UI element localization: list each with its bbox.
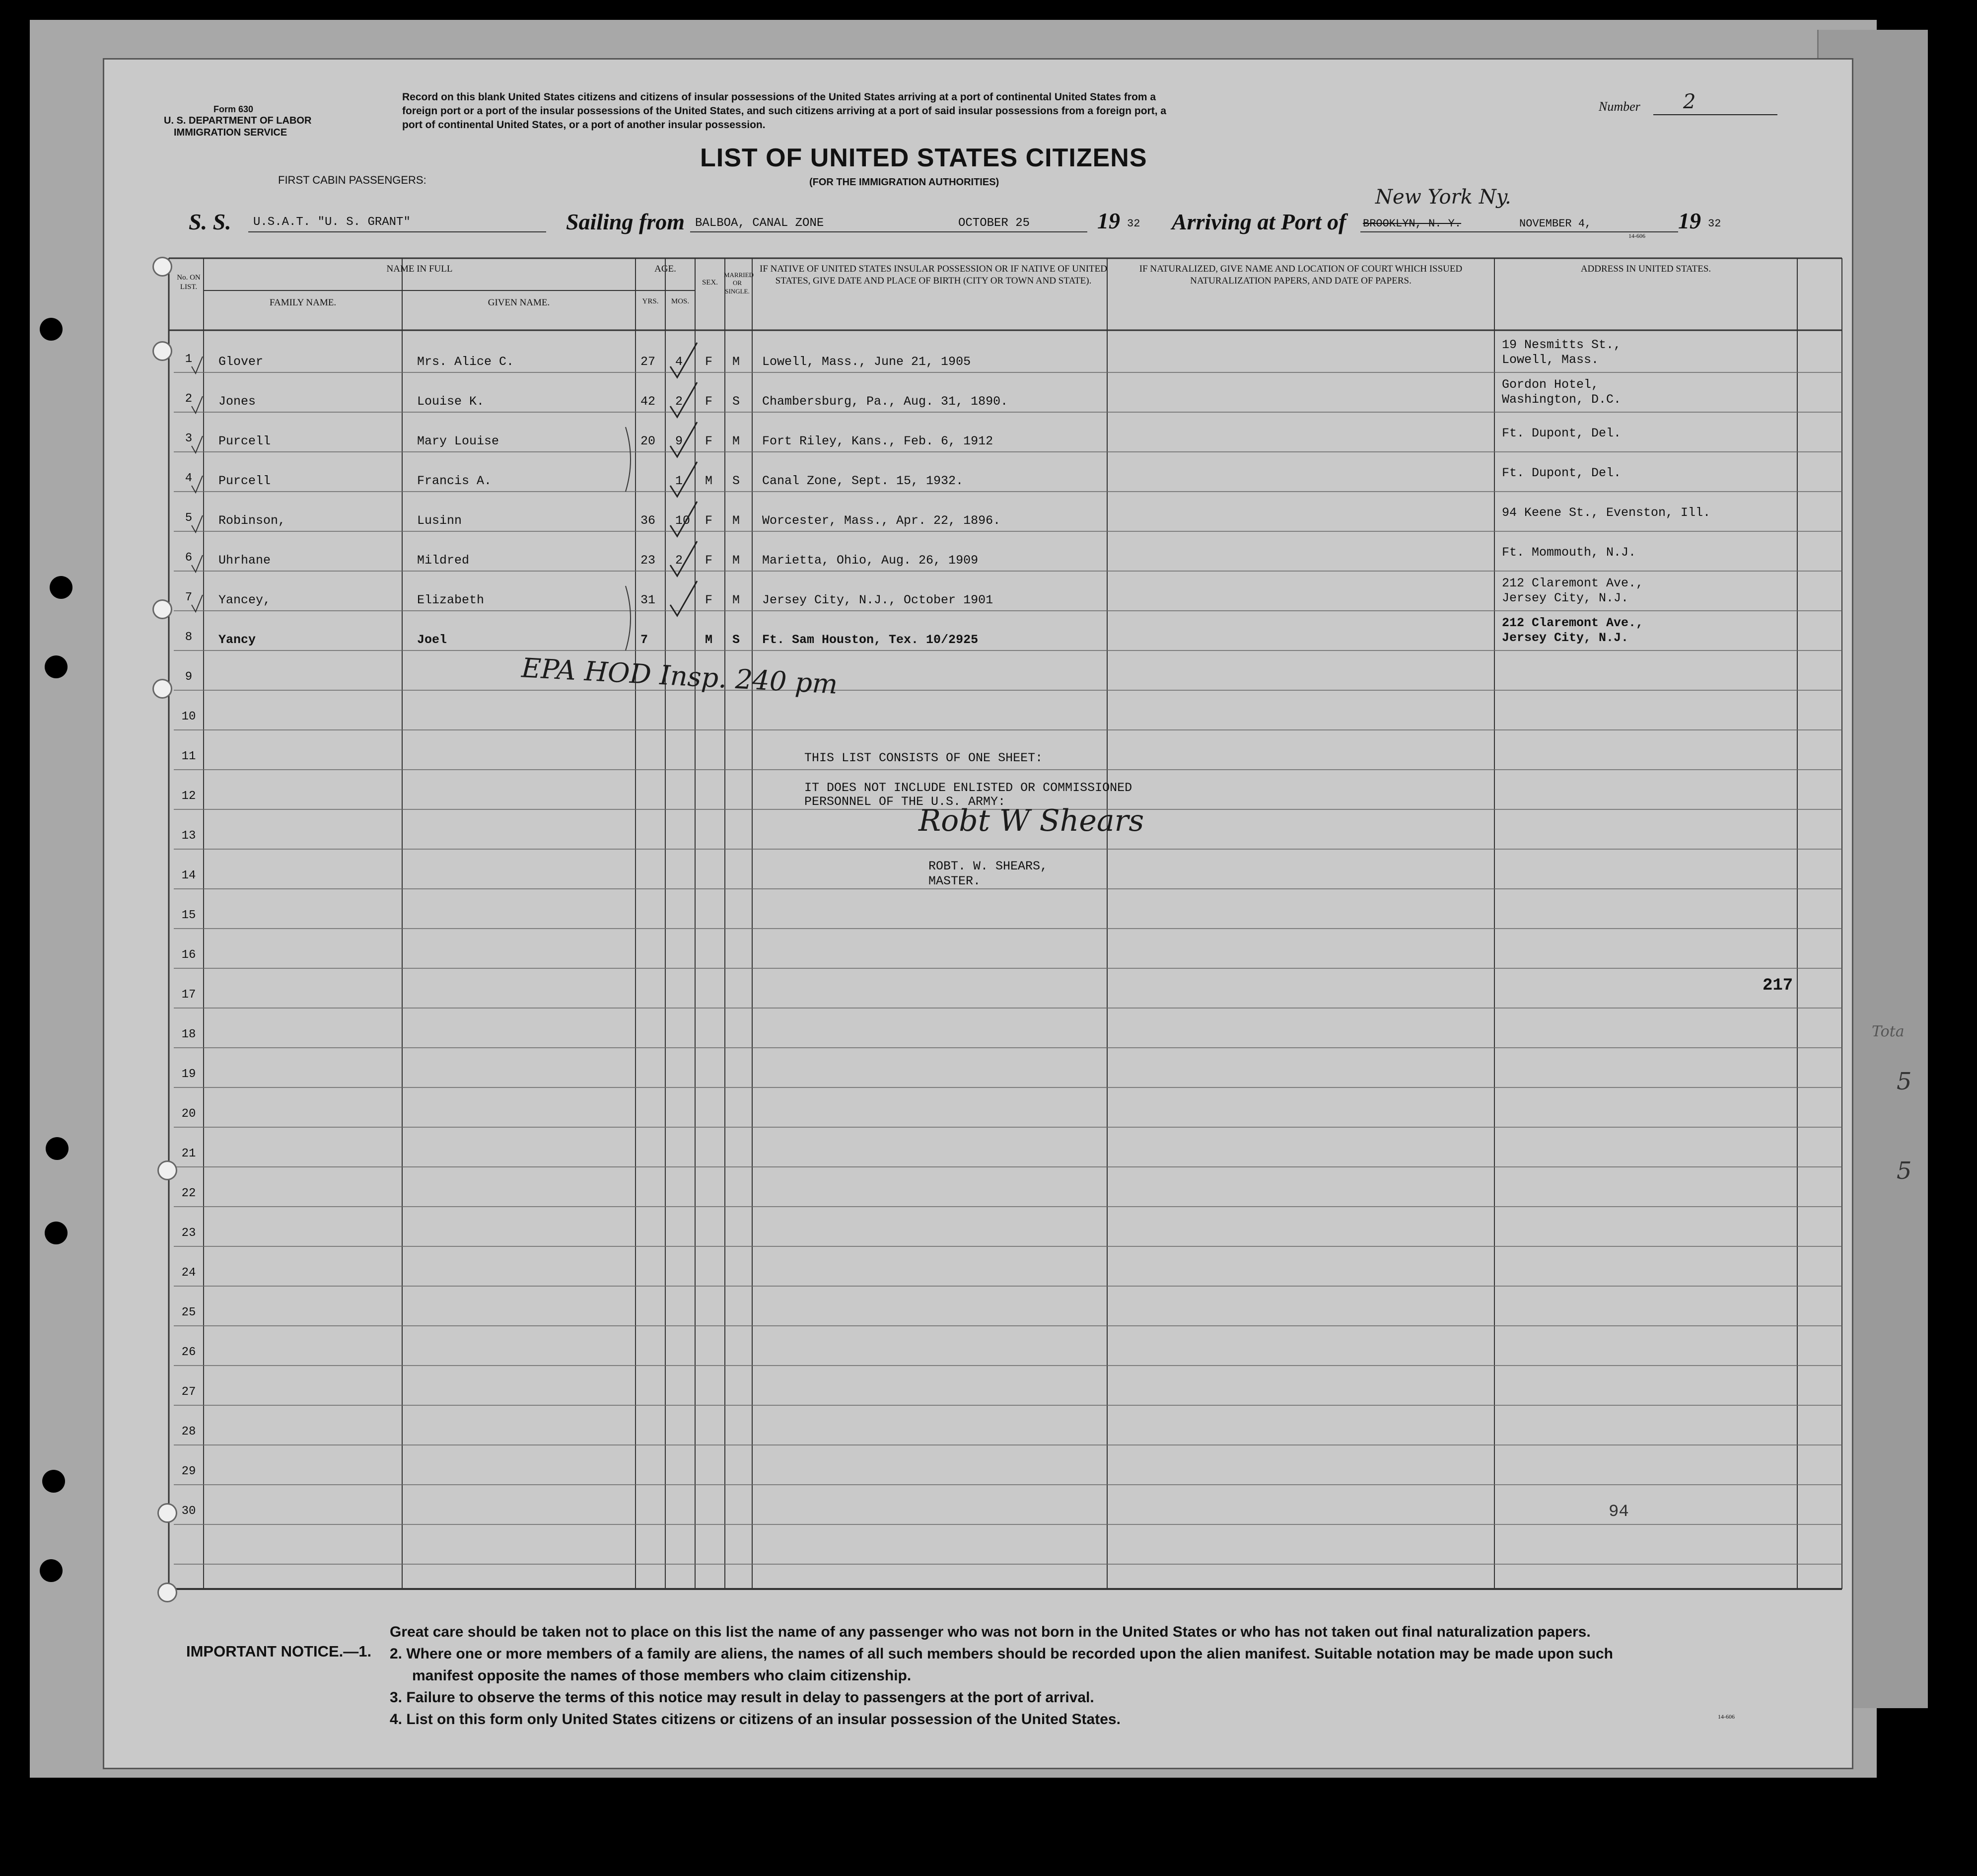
- row-number: 4: [185, 472, 193, 485]
- notice-line-1: Great care should be taken not to place on this list the name of any passenger who was not born in the United States or who has not taken out final naturalization papers.: [390, 1624, 1591, 1640]
- marital-status-cell: M: [732, 513, 740, 528]
- row-number: 14: [181, 869, 196, 882]
- marital-status-cell: M: [732, 434, 740, 448]
- age-years-cell: 27: [640, 355, 656, 369]
- row-number: 27: [181, 1385, 196, 1399]
- row-number: 24: [181, 1266, 196, 1280]
- sex-cell: M: [705, 633, 713, 647]
- row-number: 5: [185, 511, 193, 525]
- row-number: 7: [185, 591, 193, 604]
- sex-cell: F: [705, 513, 713, 528]
- family-brace: [626, 427, 631, 492]
- address-line-2: Washington, D.C.: [1502, 392, 1622, 407]
- row-check-mark: [192, 476, 203, 493]
- binder-hole: [159, 1584, 176, 1601]
- age-years-cell: 23: [640, 553, 656, 568]
- row-number: 26: [181, 1346, 196, 1359]
- marital-status-cell: S: [732, 474, 740, 488]
- address-line-1: 19 Nesmitts St.,: [1502, 338, 1622, 352]
- binder-hole: [40, 1559, 63, 1582]
- sex-cell: F: [705, 394, 713, 409]
- address-line-1: 212 Claremont Ave.,: [1502, 616, 1644, 630]
- address-line-1: Gordon Hotel,: [1502, 377, 1599, 392]
- sex-cell: M: [705, 474, 713, 488]
- family-name-cell: Uhrhane: [218, 553, 271, 568]
- age-years-cell: 7: [640, 633, 648, 647]
- row-check-mark: [192, 515, 203, 532]
- ship-name: U.S.A.T. "U. S. GRANT": [253, 216, 411, 229]
- instructions-line-1: Record on this blank United States citizens and citizens of insular possessions of the United States arriving at a port of continental United States from a: [402, 91, 1156, 103]
- given-name-cell: Mary Louise: [417, 434, 499, 448]
- header-birth: IF NATIVE OF UNITED STATES INSULAR POSSESSION OR IF NATIVE OF UNITED STATES, GIVE DATE AND PLACE OF BIRTH (CITY OR TOWN AND STATE).: [760, 264, 1107, 286]
- header-family-name: FAMILY NAME.: [269, 297, 337, 308]
- birth-place-date-cell: Worcester, Mass., Apr. 22, 1896.: [762, 513, 1001, 528]
- cabin-class: FIRST CABIN PASSENGERS:: [278, 174, 426, 186]
- age-months-cell: 2: [675, 394, 683, 409]
- sex-cell: F: [705, 355, 713, 369]
- address-line-1: 94 Keene St., Evenston, Ill.: [1502, 505, 1711, 520]
- family-name-cell: Yancey,: [218, 593, 271, 607]
- row-number: 9: [185, 670, 193, 684]
- family-name-cell: Purcell: [218, 474, 271, 488]
- row-check-mark: [192, 595, 203, 612]
- binder-hole: [45, 655, 68, 678]
- printer-code: 14-606: [1628, 232, 1645, 239]
- family-name-cell: Purcell: [218, 434, 271, 448]
- row-check-mark: [192, 436, 203, 453]
- row-number: 30: [181, 1505, 196, 1518]
- header-naturalized: IF NATURALIZED, GIVE NAME AND LOCATION OF COURT WHICH ISSUED NATURALIZATION PAPERS, AND DATE OF PAPERS.: [1139, 264, 1463, 286]
- sailing-year-prefix: 19: [1097, 208, 1120, 233]
- master-name: ROBT. W. SHEARS,: [928, 859, 1048, 873]
- age-years-cell: 36: [640, 513, 656, 528]
- age-months-cell: 10: [675, 513, 691, 528]
- header-address: ADDRESS IN UNITED STATES.: [1580, 264, 1711, 274]
- header-mos: MOS.: [671, 297, 690, 305]
- manifest-sheet: [104, 60, 1852, 1768]
- sex-cell: F: [705, 553, 713, 568]
- row-check-mark: [192, 357, 203, 373]
- row-number: 13: [181, 829, 196, 843]
- instructions-line-2: foreign port or a port of the insular possessions of the United States, and such citizens arriving at a port of said insular possessions from a foreign port, a: [402, 105, 1167, 117]
- birth-place-date-cell: Chambersburg, Pa., Aug. 31, 1890.: [762, 394, 1008, 409]
- master-title: MASTER.: [928, 874, 981, 888]
- notice-line-2: 2. Where one or more members of a family are aliens, the names of all such members should be recorded upon the alien manifest. Suitable notation may be made upon such: [390, 1646, 1613, 1662]
- row-number: 28: [181, 1425, 196, 1439]
- family-name-cell: Jones: [218, 394, 256, 409]
- age-months-cell: 1: [675, 474, 683, 488]
- birth-place-date-cell: Jersey City, N.J., October 1901: [762, 593, 993, 607]
- row-number: 15: [181, 909, 196, 922]
- notice-line-3: manifest opposite the names of those members who claim citizenship.: [412, 1667, 912, 1684]
- ss-label: S. S.: [189, 209, 231, 234]
- row-number: 29: [181, 1465, 196, 1478]
- binder-hole: [46, 1137, 69, 1160]
- margin-tota: Tota: [1872, 1023, 1905, 1040]
- given-name-cell: Mrs. Alice C.: [417, 355, 514, 369]
- arriving-label: Arriving at Port of: [1172, 209, 1346, 234]
- header-age: AGE.: [654, 264, 676, 274]
- row-number: 25: [181, 1306, 196, 1319]
- row-number: 11: [181, 750, 196, 763]
- row-number: 12: [181, 790, 196, 803]
- form-number: Form 630: [213, 104, 254, 114]
- statement-line-2: IT DOES NOT INCLUDE ENLISTED OR COMMISSIONED: [804, 781, 1132, 795]
- binder-hole: [159, 1505, 176, 1521]
- row-number: 18: [181, 1028, 196, 1041]
- instructions-line-3: port of continental United States, or a port of another insular possession.: [402, 119, 766, 131]
- address-line-1: Ft. Dupont, Del.: [1502, 466, 1622, 480]
- marital-status-cell: S: [732, 633, 740, 647]
- family-name-cell: Robinson,: [218, 513, 286, 528]
- sailing-label: Sailing from: [566, 209, 685, 234]
- family-name-cell: Glover: [218, 355, 264, 369]
- row-check-mark: [192, 555, 203, 572]
- notice-line-4: 3. Failure to observe the terms of this notice may result in delay to passengers at the port of arrival.: [390, 1689, 1094, 1706]
- header-name-in-full: NAME IN FULL: [386, 264, 453, 274]
- sailing-date: OCTOBER 25: [958, 216, 1030, 230]
- arriving-port-struck: BROOKLYN, N. Y.: [1363, 217, 1462, 230]
- check-mark: [670, 462, 697, 497]
- arriving-date: NOVEMBER 4,: [1519, 217, 1592, 230]
- notice-code: 14-606: [1718, 1713, 1735, 1720]
- given-name-cell: Louise K.: [417, 394, 485, 409]
- department: U. S. DEPARTMENT OF LABOR: [164, 115, 312, 126]
- row-number: 21: [181, 1147, 196, 1160]
- row-number: 2: [185, 392, 193, 406]
- marital-status-cell: M: [732, 593, 740, 607]
- sailing-port: BALBOA, CANAL ZONE: [695, 216, 824, 230]
- given-name-cell: Elizabeth: [417, 593, 485, 607]
- check-mark: [670, 382, 697, 417]
- birth-place-date-cell: Canal Zone, Sept. 15, 1932.: [762, 474, 964, 488]
- sex-cell: F: [705, 434, 713, 448]
- row-number: 10: [181, 710, 196, 723]
- binder-hole: [42, 1470, 65, 1493]
- check-mark: [670, 581, 697, 616]
- row-check-mark: [192, 396, 203, 413]
- age-months-cell: 9: [675, 434, 683, 448]
- binder-hole: [154, 680, 171, 697]
- binder-hole: [154, 343, 171, 360]
- header-no-on-list: No. ON LIST.: [177, 274, 201, 291]
- number-value: 2: [1683, 90, 1696, 113]
- page-title: LIST OF UNITED STATES CITIZENS: [700, 144, 1147, 172]
- birth-place-date-cell: Lowell, Mass., June 21, 1905: [762, 355, 971, 369]
- sex-cell: F: [705, 593, 713, 607]
- binder-hole: [154, 258, 171, 275]
- given-name-cell: Mildred: [417, 553, 470, 568]
- row-number: 17: [181, 988, 196, 1002]
- sailing-year: 32: [1127, 217, 1140, 230]
- statement-line-1: THIS LIST CONSISTS OF ONE SHEET:: [804, 751, 1043, 765]
- given-name-cell: Joel: [417, 633, 447, 647]
- row-number: 1: [185, 353, 193, 366]
- age-months-cell: 4: [675, 355, 683, 369]
- binder-hole: [50, 576, 72, 599]
- row-number: 19: [181, 1068, 196, 1081]
- margin-five-a: 5: [1897, 1068, 1912, 1095]
- page-number-right: 217: [1763, 976, 1793, 995]
- check-marks: [104, 60, 1852, 1768]
- row-number: 3: [185, 432, 193, 445]
- address-line-2: Lowell, Mass.: [1502, 353, 1599, 367]
- birth-place-date-cell: Ft. Sam Houston, Tex. 10/2925: [762, 633, 979, 647]
- binder-hole: [159, 1162, 176, 1179]
- address-line-1: 212 Claremont Ave.,: [1502, 576, 1644, 590]
- row-number: 22: [181, 1187, 196, 1200]
- arriving-year-prefix: 19: [1678, 208, 1701, 233]
- service: IMMIGRATION SERVICE: [174, 127, 287, 138]
- address-line-2: Jersey City, N.J.: [1502, 631, 1629, 645]
- statement-line-3: PERSONNEL OF THE U.S. ARMY:: [804, 794, 1006, 809]
- marital-status-cell: M: [732, 355, 740, 369]
- binder-hole: [154, 601, 171, 618]
- given-name-cell: Lusinn: [417, 513, 462, 528]
- birth-place-date-cell: Fort Riley, Kans., Feb. 6, 1912: [762, 434, 993, 448]
- handwritten-inspection-note: EPA HOD Insp. 240 pm: [520, 652, 839, 700]
- arriving-port-handwritten: New York Ny.: [1375, 186, 1511, 209]
- binder-hole: [40, 318, 63, 341]
- marital-status-cell: M: [732, 553, 740, 568]
- given-name-cell: Francis A.: [417, 474, 492, 488]
- header-yrs: YRS.: [642, 297, 659, 305]
- age-months-cell: 2: [675, 553, 683, 568]
- address-line-1: Ft. Mommouth, N.J.: [1502, 545, 1636, 560]
- check-mark: [670, 541, 697, 576]
- row-number: 20: [181, 1107, 196, 1121]
- check-mark: [670, 502, 697, 536]
- header-married-single: MARRIED OR SINGLE.: [724, 271, 754, 295]
- address-line-2: Jersey City, N.J.: [1502, 591, 1629, 605]
- row-number: 8: [185, 631, 193, 644]
- number-label: Number: [1599, 99, 1640, 114]
- birth-place-date-cell: Marietta, Ohio, Aug. 26, 1909: [762, 553, 979, 568]
- marital-status-cell: S: [732, 394, 740, 409]
- row-number: 16: [181, 948, 196, 962]
- master-signature: Robt W Shears: [918, 803, 1144, 838]
- row-number: 23: [181, 1227, 196, 1240]
- header-sex: SEX.: [702, 279, 718, 287]
- notice-line-5: 4. List on this form only United States citizens or citizens of an insular possession of the United States.: [390, 1711, 1121, 1728]
- age-years-cell: 31: [640, 593, 656, 607]
- check-mark: [670, 422, 697, 457]
- arriving-year: 32: [1708, 217, 1721, 230]
- page-subtitle: (FOR THE IMMIGRATION AUTHORITIES): [809, 177, 999, 188]
- page-number-bottom: 94: [1609, 1503, 1629, 1521]
- family-name-cell: Yancy: [218, 633, 256, 647]
- margin-five-b: 5: [1897, 1157, 1912, 1185]
- notice-heading: IMPORTANT NOTICE.—1.: [186, 1643, 372, 1660]
- check-mark: [670, 343, 697, 377]
- binder-hole: [45, 1222, 68, 1244]
- age-years-cell: 20: [640, 434, 656, 448]
- address-line-1: Ft. Dupont, Del.: [1502, 426, 1622, 440]
- age-years-cell: 42: [640, 394, 656, 409]
- family-brace: [626, 586, 631, 650]
- row-number: 6: [185, 551, 193, 565]
- header-given-name: GIVEN NAME.: [488, 297, 550, 308]
